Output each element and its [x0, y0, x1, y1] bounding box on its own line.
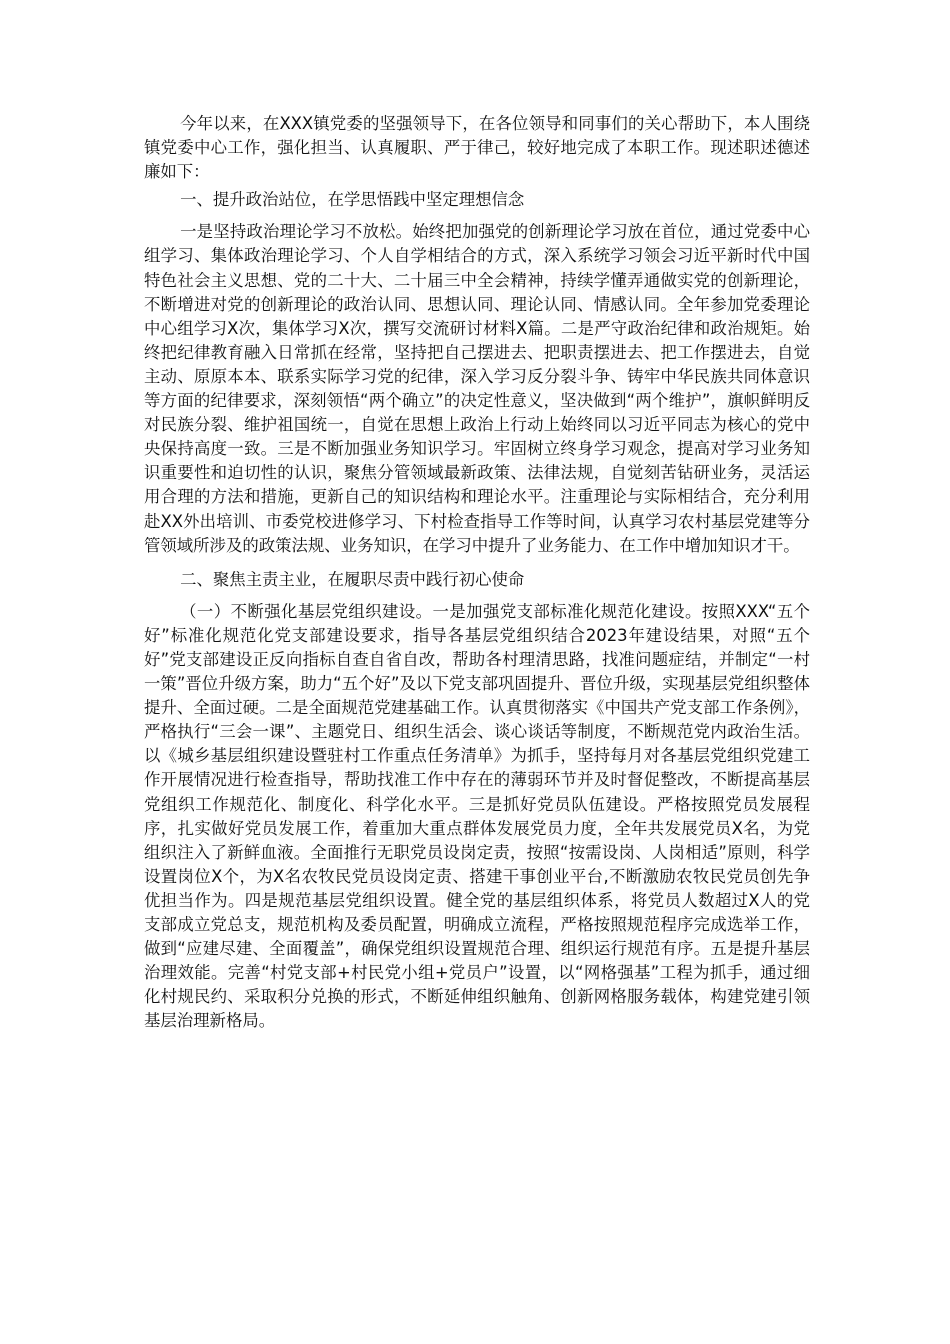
intro-paragraph: 今年以来，在XXX镇党委的坚强领导下，在各位领导和同事们的关心帮助下，本人围绕镇党委中心工作，强化担当、认真履职、严于律己，较好地完成了本职工作。现述职述德述廉如下：	[144, 114, 810, 182]
section1-body: 一是坚持政治理论学习不放松。始终把加强党的创新理论学习放在首位，通过党委中心组学习、集体政治理论学习、个人自学相结合的方式，深入系统学习领会习近平新时代中国特色社会主义思想、党的二十大、二十届三中全会精神，持续学懂弄通做实党的创新理论，不断增进对党的创新理论的政治认同、思想认同、理论认同、情感认同。全年参加党委理论中心组学习X次，集体学习X次，撰写交流研讨材料X篇。二是严守政治纪律和政治规矩。始终把纪律教育融入日常抓在经常，坚持把自己摆进去、把职责摆进去、把工作摆进去，自觉主动、原原本本、联系实际学习党的纪律，深入学习反分裂斗争、铸牢中华民族共同体意识等方面的纪律要求，深刻领悟“两个确立”的决定性意义，坚决做到“两个维护”，旗帜鲜明反对民族分裂、维护祖国统一，自觉在思想上政治上行动上始终同以习近平同志为核心的党中央保持高度一致。三是不断加强业务知识学习。牢固树立终身学习观念，提高对学习业务知识重要性和迫切性的认识，聚焦分管领域最新政策、法律法规，自觉刻苦钻研业务，灵活运用合理的方法和措施，更新自己的知识结构和理论水平。注重理论与实际相结合，充分利用赴XX外出培训、市委党校进修学习、下村检查指导工作等时间，认真学习农村基层党建等分管领域所涉及的政策法规、业务知识，在学习中提升了业务能力、在工作中增加知识才干。	[144, 222, 810, 555]
document-page	[144, 112, 810, 1033]
section1-heading: 一、提升政治站位，在学思悟践中坚定理想信念	[180, 190, 525, 210]
section2-heading: 二、聚焦主责主业，在履职尽责中践行初心使命	[180, 569, 525, 589]
section2-body: （一）不断强化基层党组织建设。一是加强党支部标准化规范化建设。按照XXX“五个好”标准化规范化党支部建设要求，指导各基层党组织结合2023年建设结果，对照“五个好”党支部建设正反向指标自查自省自改，帮助各村理清思路，找准问题症结，并制定“一村一策”晋位升级方案，助力“五个好”及以下党支部巩固提升、晋位升级，实现基层党组织整体提升、全面过硬。二是全面规范党建基础工作。认真贯彻落实《中国共产党支部工作条例》，严格执行“三会一课”、主题党日、组织生活会、谈心谈话等制度，不断规范党内政治生活。以《城乡基层组织建设暨驻村工作重点任务清单》为抓手，坚持每月对各基层党组织党建工作开展情况进行检查指导，帮助找准工作中存在的薄弱环节并及时督促整改，不断提高基层党组织工作规范化、制度化、科学化水平。三是抓好党员队伍建设。严格按照党员发展程序，扎实做好党员发展工作，着重加大重点群体发展党员力度，全年共发展党员X名，为党组织注入了新鲜血液。全面推行无职党员设岗定责，按照“按需设岗、人岗相适”原则，科学设置岗位X个，为X名农牧民党员设岗定责、搭建干事创业平台,不断激励农牧民党员创先争优担当作为。四是规范基层党组织设置。健全党的基层组织体系，将党员人数超过X人的党支部成立党总支，规范机构及委员配置，明确成立流程，严格按照规范程序完成选举工作，做到“应建尽建、全面覆盖”，确保党组织设置规范合理、组织运行规范有序。五是提升基层治理效能。完善“村党支部+村民党小组+党员户”设置，以“网格强基”工程为抓手，通过细化村规民约、采取积分兑换的形式，不断延伸组织触角、创新网格服务载体，构建党建引领基层治理新格局。	[144, 601, 810, 1031]
